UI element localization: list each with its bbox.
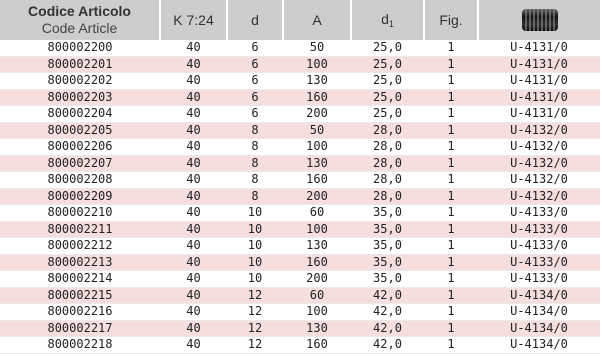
cell-d: 8 [227,139,283,156]
cell-code: 800002218 [0,337,160,354]
table-row [0,238,600,255]
header-fig: Fig. [424,0,478,40]
table-row [0,73,600,90]
cell-k: 40 [160,122,227,139]
cell-d: 10 [227,271,283,288]
cell-ref: U-4134/0 [478,304,600,321]
cell-d1: 42,0 [351,337,424,354]
cell-fig: 1 [424,73,478,90]
cell-k: 40 [160,73,227,90]
cell-k: 40 [160,205,227,222]
cell-code: 800002204 [0,106,160,123]
cell-fig: 1 [424,155,478,172]
header-icon-cell [478,0,600,40]
cell-d: 8 [227,188,283,205]
cell-fig: 1 [424,320,478,337]
cell-d1: 28,0 [351,139,424,156]
cell-code: 800002213 [0,254,160,271]
cell-code: 800002207 [0,155,160,172]
cell-fig: 1 [424,271,478,288]
table-row [0,40,600,56]
cell-a: 130 [283,73,351,90]
header-d: d [227,0,283,40]
header-d1-main: d [381,11,389,27]
cell-d1: 25,0 [351,40,424,56]
cell-a: 160 [283,254,351,271]
table-row [0,320,600,337]
cell-d: 10 [227,254,283,271]
cell-a: 60 [283,205,351,222]
cell-fig: 1 [424,254,478,271]
cell-d: 12 [227,304,283,321]
cell-d: 10 [227,205,283,222]
cell-d1: 28,0 [351,122,424,139]
cell-code: 800002203 [0,89,160,106]
cell-d1: 25,0 [351,73,424,90]
cell-a: 130 [283,320,351,337]
cell-ref: U-4134/0 [478,287,600,304]
table-row [0,287,600,304]
cell-k: 40 [160,254,227,271]
cell-fig: 1 [424,106,478,123]
cell-k: 40 [160,221,227,238]
cell-a: 60 [283,287,351,304]
cell-d1: 42,0 [351,287,424,304]
cell-a: 200 [283,106,351,123]
cell-ref: U-4131/0 [478,106,600,123]
cell-ref: U-4133/0 [478,221,600,238]
cell-a: 130 [283,155,351,172]
cell-a: 200 [283,188,351,205]
cell-fig: 1 [424,238,478,255]
cell-d: 8 [227,172,283,189]
cell-d1: 42,0 [351,304,424,321]
cell-a: 50 [283,122,351,139]
cell-fig: 1 [424,172,478,189]
table-row [0,304,600,321]
table-row [0,155,600,172]
cell-code: 800002211 [0,221,160,238]
cell-d: 6 [227,106,283,123]
cell-k: 40 [160,304,227,321]
cell-d: 6 [227,56,283,73]
cell-ref: U-4131/0 [478,89,600,106]
cell-k: 40 [160,40,227,56]
cell-k: 40 [160,271,227,288]
table-row [0,89,600,106]
cell-code: 800002208 [0,172,160,189]
cell-ref: U-4134/0 [478,320,600,337]
cell-ref: U-4132/0 [478,139,600,156]
cell-d1: 35,0 [351,205,424,222]
header-code-en: Code Article [41,20,118,36]
cell-fig: 1 [424,337,478,354]
cell-d1: 25,0 [351,56,424,73]
cell-fig: 1 [424,89,478,106]
cell-a: 160 [283,172,351,189]
cell-fig: 1 [424,188,478,205]
cell-k: 40 [160,155,227,172]
cell-a: 50 [283,40,351,56]
cell-k: 40 [160,172,227,189]
cell-d: 12 [227,337,283,354]
table-row [0,221,600,238]
cell-ref: U-4131/0 [478,56,600,73]
cell-code: 800002201 [0,56,160,73]
header-a: A [283,0,351,40]
cell-code: 800002216 [0,304,160,321]
cell-k: 40 [160,238,227,255]
cell-k: 40 [160,320,227,337]
cell-d1: 25,0 [351,89,424,106]
cell-fig: 1 [424,304,478,321]
cell-fig: 1 [424,40,478,56]
cell-a: 100 [283,304,351,321]
header-d1-sub: 1 [388,19,394,29]
cell-d1: 35,0 [351,271,424,288]
header-d1 [351,0,424,40]
cell-d: 8 [227,155,283,172]
cell-fig: 1 [424,56,478,73]
cell-ref: U-4131/0 [478,73,600,90]
cell-a: 200 [283,271,351,288]
cell-fig: 1 [424,287,478,304]
cell-code: 800002200 [0,40,160,56]
table-row [0,56,600,73]
cell-fig: 1 [424,122,478,139]
cell-code: 800002217 [0,320,160,337]
table-row [0,337,600,354]
header-k: K 7:24 [160,0,227,40]
cell-k: 40 [160,287,227,304]
table-row [0,254,600,271]
table-row [0,172,600,189]
cell-k: 40 [160,56,227,73]
cell-a: 100 [283,139,351,156]
table-row [0,139,600,156]
cell-d1: 28,0 [351,155,424,172]
cell-ref: U-4132/0 [478,122,600,139]
cell-a: 100 [283,221,351,238]
cell-d: 6 [227,73,283,90]
cell-k: 40 [160,106,227,123]
cell-a: 160 [283,89,351,106]
cell-k: 40 [160,337,227,354]
cell-d1: 35,0 [351,238,424,255]
cell-code: 800002206 [0,139,160,156]
cell-ref: U-4133/0 [478,254,600,271]
cell-d1: 28,0 [351,188,424,205]
cell-code: 800002209 [0,188,160,205]
table-row [0,122,600,139]
cell-d: 8 [227,122,283,139]
cell-d1: 25,0 [351,106,424,123]
cell-ref: U-4133/0 [478,205,600,222]
cell-fig: 1 [424,139,478,156]
cell-ref: U-4131/0 [478,40,600,56]
header-code-article [0,0,160,40]
cell-ref: U-4134/0 [478,337,600,354]
cell-k: 40 [160,139,227,156]
cell-d: 12 [227,320,283,337]
cell-d: 6 [227,40,283,56]
cell-a: 130 [283,238,351,255]
table-row [0,271,600,288]
table-body [0,40,600,353]
cell-ref: U-4132/0 [478,188,600,205]
table-row [0,106,600,123]
cell-ref: U-4132/0 [478,155,600,172]
cell-code: 800002212 [0,238,160,255]
cell-ref: U-4133/0 [478,271,600,288]
cell-code: 800002210 [0,205,160,222]
cell-a: 160 [283,337,351,354]
cell-d: 10 [227,238,283,255]
cell-ref: U-4132/0 [478,172,600,189]
cell-d: 12 [227,287,283,304]
cell-code: 800002215 [0,287,160,304]
cell-code: 800002202 [0,73,160,90]
cell-code: 800002214 [0,271,160,288]
cell-k: 40 [160,188,227,205]
cell-d: 6 [227,89,283,106]
cell-k: 40 [160,89,227,106]
threaded-part-icon [518,5,562,35]
cell-fig: 1 [424,221,478,238]
cell-d1: 42,0 [351,320,424,337]
cell-d: 10 [227,221,283,238]
cell-a: 100 [283,56,351,73]
cell-fig: 1 [424,205,478,222]
table-row [0,205,600,222]
cell-d1: 35,0 [351,221,424,238]
cell-d1: 28,0 [351,172,424,189]
table-row [0,188,600,205]
cell-code: 800002205 [0,122,160,139]
cell-d1: 35,0 [351,254,424,271]
cell-ref: U-4133/0 [478,238,600,255]
header-code-it: Codice Articolo [28,3,131,19]
table-header [0,0,600,40]
